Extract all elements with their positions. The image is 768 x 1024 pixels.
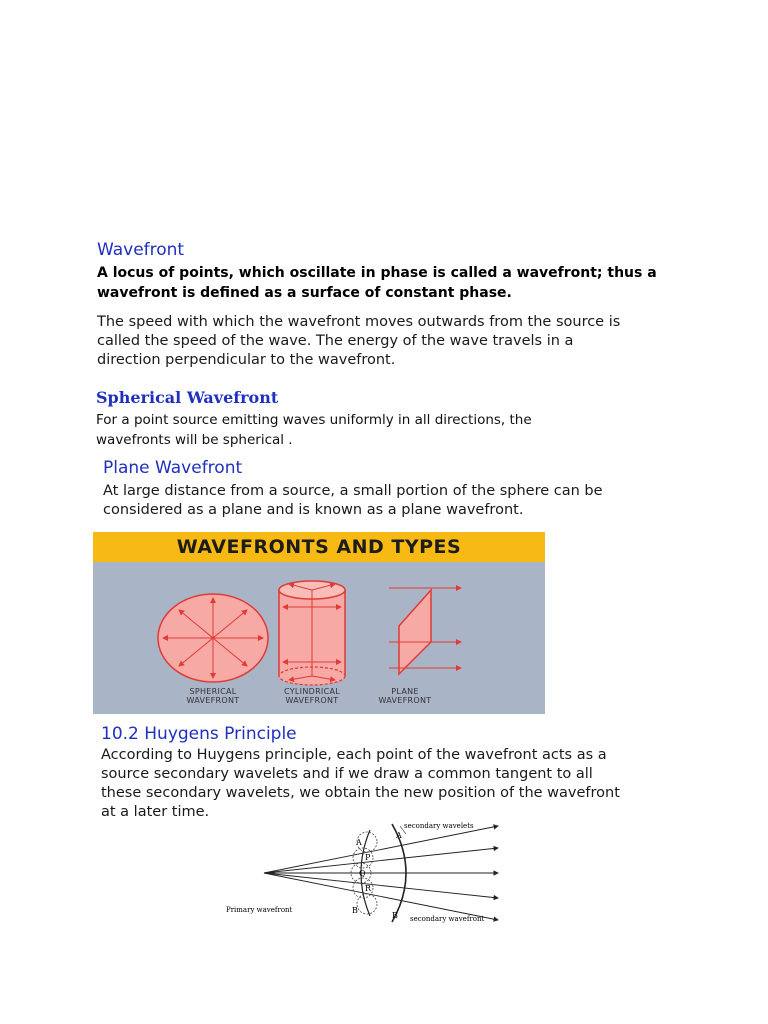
figure-banner: [93, 532, 545, 562]
wavefront-heading: Wavefront: [97, 240, 185, 260]
plane-wavefront-shape: [389, 588, 461, 674]
paragraph-line: these secondary wavelets, we obtain the new position of the wavefront: [101, 785, 620, 801]
plane-caption: [368, 687, 442, 705]
definition-line: wavefront is defined as a surface of constant phase.: [97, 285, 512, 301]
paragraph-line: considered as a plane and is known as a plane wavefront.: [103, 502, 524, 518]
secondary-wavefront-label: secondary wavefront: [410, 915, 485, 923]
label-b: B: [352, 906, 358, 915]
huygens-diagram: [220, 818, 530, 928]
paragraph-line: At large distance from a source, a small portion of the sphere can be: [103, 483, 603, 499]
definition-line: A locus of points, which oscillate in phase is called a wavefront; thus a: [97, 265, 657, 281]
wavefront-speed-paragraph: [97, 313, 620, 370]
paragraph-line: The speed with which the wavefront moves outwards from the source is: [97, 314, 621, 330]
label-a: A: [356, 838, 362, 847]
caption-line: SPHERICAL: [189, 687, 237, 696]
plane-paragraph: [103, 482, 603, 520]
label-b1: B: [392, 911, 398, 920]
paragraph-line: wavefronts will be spherical .: [96, 432, 293, 448]
huygens-paragraph: [101, 746, 620, 822]
huygens-heading: 10.2 Huygens Principle: [101, 724, 297, 744]
cylindrical-wavefront-shape: [279, 581, 345, 685]
cylindrical-caption: [273, 687, 351, 705]
paragraph-line: direction perpendicular to the wavefront.: [97, 352, 396, 368]
spherical-heading: Spherical Wavefront: [96, 388, 279, 407]
figure-banner-title: WAVEFRONTS AND TYPES: [176, 536, 462, 558]
label-r: R: [365, 884, 372, 893]
wavefront-definition: [97, 263, 657, 303]
label-q: Q: [359, 869, 366, 878]
primary-wavefront-label: Primary wavefront: [226, 906, 293, 914]
spherical-wavefront-shape: [158, 594, 268, 682]
paragraph-line: source secondary wavelets and if we draw a common tangent to all: [101, 766, 593, 782]
caption-line: PLANE: [391, 687, 419, 696]
label-a1: A: [396, 831, 402, 840]
caption-line: CYLINDRICAL: [283, 687, 341, 696]
paragraph-line: at a later time.: [101, 804, 210, 820]
paragraph-line: According to Huygens principle, each point of the wavefront acts as a: [101, 747, 607, 763]
spherical-paragraph: [96, 410, 532, 450]
secondary-wavelets-label: secondary wavelets: [404, 822, 474, 830]
label-p: P: [365, 853, 371, 862]
wavefront-types-figure: [93, 562, 545, 714]
paragraph-line: For a point source emitting waves uniformly in all directions, the: [96, 412, 532, 428]
caption-line: WAVEFRONT: [378, 696, 432, 705]
spherical-caption: [177, 687, 249, 705]
plane-heading: Plane Wavefront: [103, 458, 243, 478]
caption-line: WAVEFRONT: [186, 696, 240, 705]
paragraph-line: called the speed of the wave. The energy of the wave travels in a: [97, 333, 574, 349]
caption-line: WAVEFRONT: [285, 696, 339, 705]
